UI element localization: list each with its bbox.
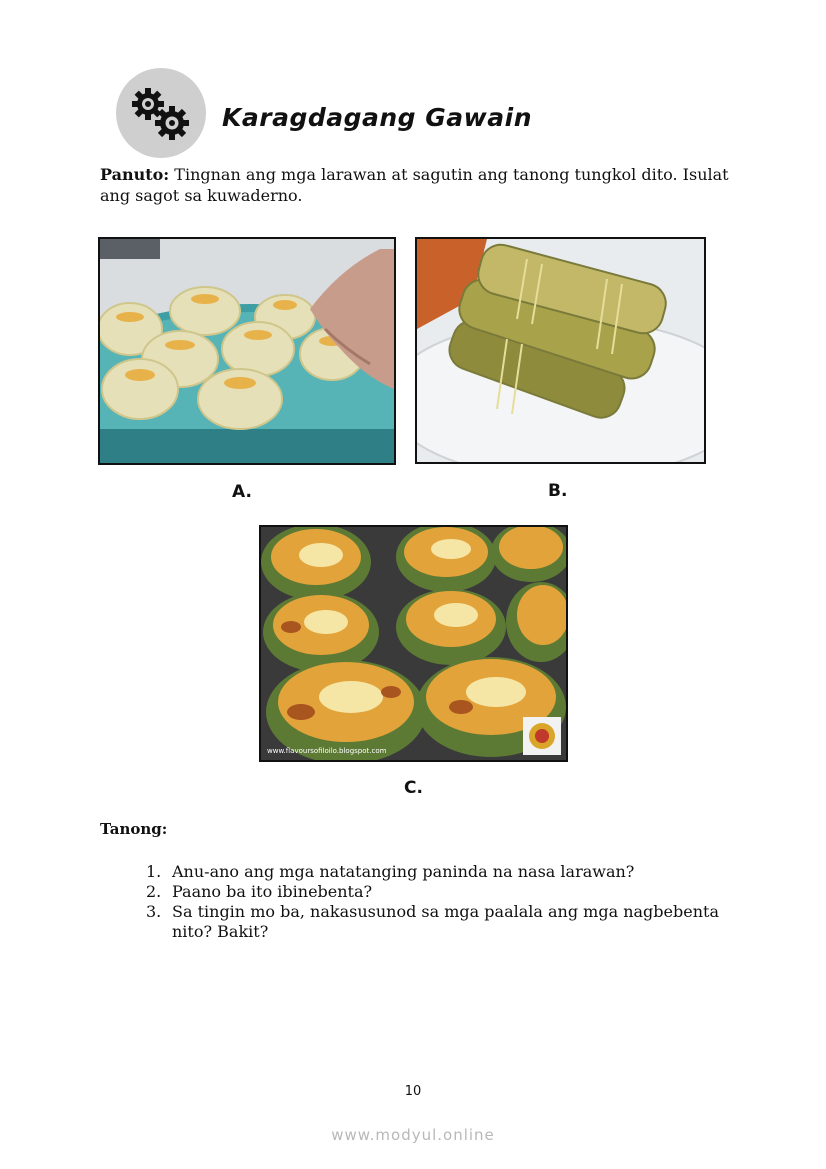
question-text: Sa tingin mo ba, nakasusunod sa mga paalala ang mga nagbebenta nito? Bakit? (172, 902, 719, 941)
gears-icon (116, 68, 206, 158)
instruction-label: Panuto: (100, 165, 170, 184)
activity-icon-circle (116, 68, 206, 158)
photo-a-puto (98, 237, 396, 465)
questions-list (146, 862, 746, 942)
page-number: 10 (404, 1084, 422, 1099)
photo-b-suman (415, 237, 706, 464)
list-item (146, 902, 746, 942)
site-watermark: www.modyul.online (331, 1126, 495, 1144)
photo-b-label: B. (548, 481, 568, 501)
photo-a-label: A. (232, 482, 252, 502)
question-text: Paano ba ito ibinebenta? (172, 882, 373, 901)
list-item (146, 862, 746, 882)
photo-c-label: C. (404, 778, 423, 798)
instruction (100, 164, 740, 206)
question-number: 2. (146, 882, 162, 901)
photo-c-bibingka (259, 525, 568, 762)
photo-c-watermark: www.flavoursofiloilo.blogspot.com (267, 747, 387, 755)
question-number: 1. (146, 862, 162, 881)
page-title: Karagdagang Gawain (222, 103, 532, 132)
instruction-text: Tingnan ang mga larawan at sagutin ang tanong tungkol dito. Isulat ang sagot sa kuwaderno. (100, 165, 729, 205)
questions-title: Tanong: (100, 820, 168, 838)
question-text: Anu-ano ang mga natatanging paninda na nasa larawan? (172, 862, 635, 881)
question-number: 3. (146, 902, 162, 921)
list-item (146, 882, 746, 902)
